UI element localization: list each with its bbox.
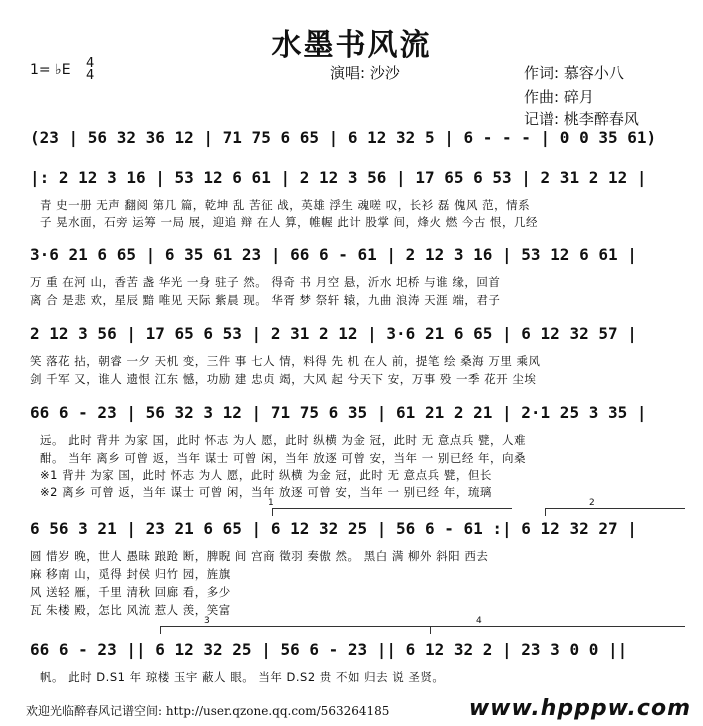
- lyric-line: 瓦 朱楼 殿，怎比 风流 惹人 羡，笑富: [30, 603, 231, 617]
- lyric-line: 圆 惜岁 晚，世人 愚昧 踉跄 断，脾睨 间 宫商 徵羽 奏傲 然。 黑白 满 柳外 斜阳 西去: [30, 549, 489, 563]
- score-row-5: 6 56 3 21 | 23 21 6 65 | 6 12 32 25 | 56 6 - 61 :| 6 12 32 27 |: [30, 519, 637, 538]
- lyric-line: 酣。 当年 离乡 可曾 返，当年 谋士 可曾 闲，当年 放逐 可曾 安，当年 一 别已经 年，向桑: [40, 451, 527, 465]
- time-signature: [86, 58, 94, 82]
- score-row-4: 66 6 - 23 | 56 32 3 12 | 71 75 6 35 | 61 21 2 21 | 2·1 25 3 35 |: [30, 403, 647, 422]
- volta-number: 2: [589, 498, 595, 508]
- site-watermark: www.hpppw.com: [468, 696, 691, 721]
- lyric-line: 麻 移南 山，觅得 封侯 归竹 园，旌旗: [30, 567, 231, 581]
- singer: 演唱: 沙沙: [330, 64, 400, 82]
- page-title: 水墨书风流: [271, 28, 432, 63]
- lyric-line: 离 合 是悲 欢，星辰 黯 唯见 天际 紫晨 现。 华胥 梦 祭轩 辕，九曲 浪涛 天涯 端，君子: [30, 293, 501, 307]
- volta-number: 3: [204, 616, 210, 626]
- volta-number: 1: [268, 498, 274, 508]
- lyric-line: 笑 落花 拈，朝睿 一夕 天机 变，三件 事 七人 情，料得 先 机 在人 前，提笔 绘 桑海 万里 乘风: [30, 354, 541, 368]
- volta-bracket-2: [545, 508, 685, 509]
- lyric-line: ※2 离乡 可曾 返，当年 谋士 可曾 闲，当年 放逐 可曾 安，当年 一 别已经 年，琉璃: [40, 485, 492, 499]
- score-row-intro: (23 | 56 32 36 12 | 71 75 6 65 | 6 12 32 5 | 6 - - - | 0 0 35 61): [30, 128, 657, 147]
- lyric-line: 万 重 在河 山，香苦 盏 华光 一身 驻子 然。 得奇 书 月空 悬，沂水 圯桥 与谁 缘，回首: [30, 275, 501, 289]
- score-row-2: 3·6 21 6 65 | 6 35 61 23 | 66 6 - 61 | 2 12 3 16 | 53 12 6 61 |: [30, 245, 637, 264]
- volta-tick: [545, 508, 546, 516]
- lyric-line: ※1 背井 为家 国，此时 怀志 为人 愿，此时 纵横 为金 冠，此时 无 意点兵 甓，但长: [40, 468, 492, 482]
- lyricist: 作词: 慕容小八: [524, 64, 624, 82]
- lyric-line: 风 送轻 雁，千里 清秋 回廊 看，多少: [30, 585, 231, 599]
- footer-text: 欢迎光临醉春风记谱空间: http://user.qzone.qq.com/563264185: [26, 704, 390, 718]
- volta-bracket-1: [272, 508, 512, 509]
- score-row-1: |: 2 12 3 16 | 53 12 6 61 | 2 12 3 56 | 17 65 6 53 | 2 31 2 12 |: [30, 168, 647, 187]
- volta-bracket-4: [430, 626, 685, 627]
- volta-tick: [160, 626, 161, 634]
- key-signature: 1= ♭E: [30, 62, 71, 78]
- score-row-6: 66 6 - 23 || 6 12 32 25 | 56 6 - 23 || 6 12 32 2 | 23 3 0 0 ||: [30, 640, 628, 659]
- volta-number: 4: [476, 616, 482, 626]
- composer: 作曲: 碎月: [524, 88, 594, 106]
- transcriber: 记谱: 桃李醉春风: [524, 110, 639, 128]
- lyric-line: 子 晃水面，石旁 运筹 一局 展，迎追 辩 在人 算，帷幄 此计 股掌 间，烽火 燃 今古 恨，几经: [40, 215, 539, 229]
- lyric-line: 远。 此时 背井 为家 国，此时 怀志 为人 愿，此时 纵横 为金 冠，此时 无 意点兵 甓，人难: [40, 433, 527, 447]
- score-row-3: 2 12 3 56 | 17 65 6 53 | 2 31 2 12 | 3·6 21 6 65 | 6 12 32 57 |: [30, 324, 637, 343]
- lyric-line: 剑 千军 又，谁人 遗恨 江东 憾，功励 建 忠贞 竭，大风 起 兮天下 安，万事 殁 一季 花开 尘埃: [30, 372, 537, 386]
- volta-bracket-3: [160, 626, 430, 627]
- time-sig-top: 4: [86, 56, 95, 71]
- volta-tick: [430, 626, 431, 634]
- lyric-line: 青 史一册 无声 翻阅 第几 篇，乾坤 乱 苦征 战，英雄 浮生 魂嗟 叹，长衫 磊 傀风 范，情系: [40, 198, 531, 212]
- volta-tick: [272, 508, 273, 516]
- time-sig-bottom: 4: [86, 68, 95, 83]
- lyric-line: 帆。 此时 D.S1 年 琼楼 玉宇 蔽人 眼。 当年 D.S2 贵 不如 归去 说 圣贤。: [40, 670, 445, 684]
